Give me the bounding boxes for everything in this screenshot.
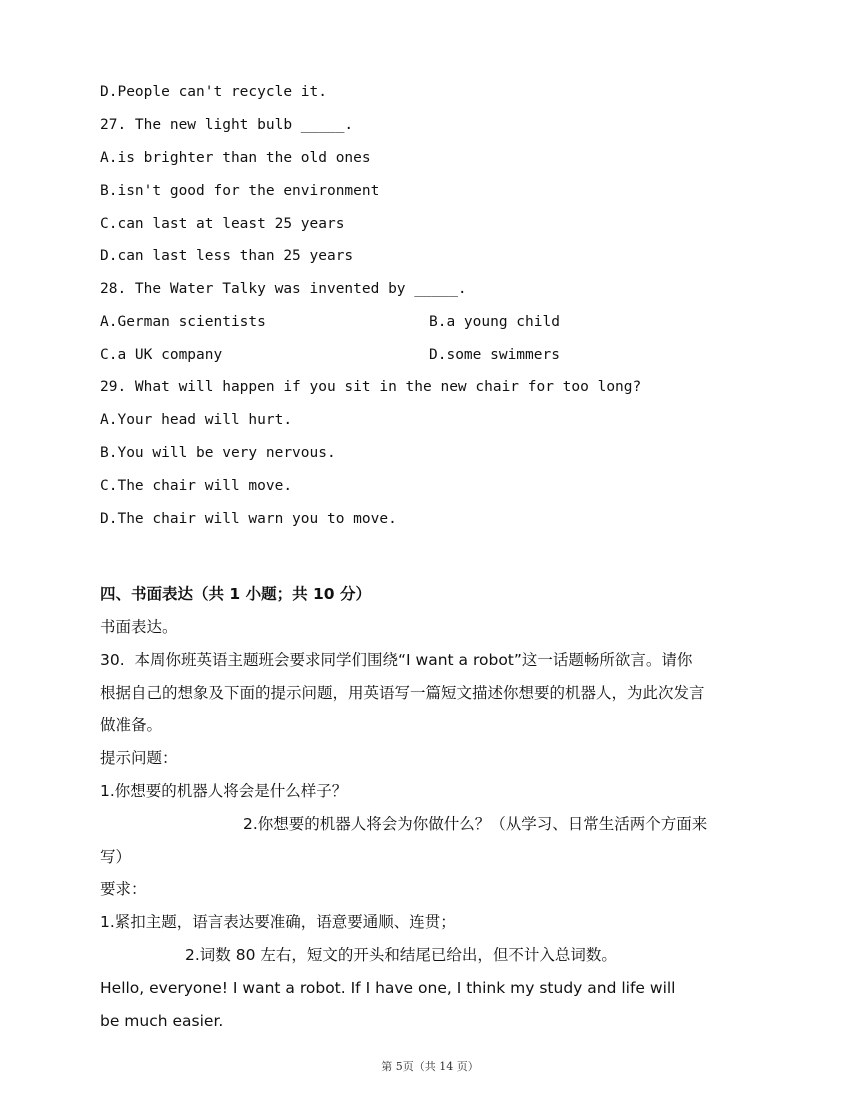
hints-label: 提示问题： xyxy=(100,749,178,767)
requirement-2: 2.词数 80 左右，短文的开头和结尾已给出，但不计入总词数。 xyxy=(185,946,617,964)
requirement-1: 1.紧扣主题，语言表达要准确，语意要通顺、连贯； xyxy=(100,913,456,931)
hint-2-line-2: 写） xyxy=(100,848,132,866)
q30-prompt-line-1: 30. 本周你班英语主题班会要求同学们围绕“I want a robot”这一话题畅所欲言。请你 xyxy=(100,651,693,669)
q27-option-c: C.can last at least 25 years xyxy=(100,216,345,232)
section-4-subheading: 书面表达。 xyxy=(100,618,178,636)
q30-prompt-line-3: 做准备。 xyxy=(100,716,163,734)
q28-option-a: A.German scientists xyxy=(100,314,266,330)
q29-option-a: A.Your head will hurt. xyxy=(100,412,293,428)
essay-opening-line-1: Hello, everyone! I want a robot. If I have one, I think my study and life will xyxy=(100,979,676,997)
q26-option-d: D.People can't recycle it. xyxy=(100,84,327,100)
essay-opening-line-2: be much easier. xyxy=(100,1012,224,1030)
section-4-heading: 四、书面表达（共 1 小题；共 10 分） xyxy=(100,585,371,603)
q29-option-c: C.The chair will move. xyxy=(100,478,293,494)
q28-option-d: D.some swimmers xyxy=(429,347,560,363)
requirements-label: 要求： xyxy=(100,880,147,898)
q27-option-a: A.is brighter than the old ones xyxy=(100,150,371,166)
q27-option-b: B.isn't good for the environment xyxy=(100,183,380,199)
q28-option-b: B.a young child xyxy=(429,314,560,330)
q29-option-b: B.You will be very nervous. xyxy=(100,445,336,461)
q29-option-d: D.The chair will warn you to move. xyxy=(100,511,397,527)
hint-2-line-1: 2.你想要的机器人将会为你做什么？（从学习、日常生活两个方面来 xyxy=(243,815,708,833)
q29-stem: 29. What will happen if you sit in the new chair for too long? xyxy=(100,379,642,395)
q27-stem: 27. The new light bulb _____. xyxy=(100,117,354,133)
q28-stem: 28. The Water Talky was invented by _____. xyxy=(100,281,467,297)
page-number-footer: 第 5页（共 14 页） xyxy=(381,1060,479,1073)
q28-option-c: C.a UK company xyxy=(100,347,223,363)
q27-option-d: D.can last less than 25 years xyxy=(100,248,354,264)
hint-1: 1.你想要的机器人将会是什么样子？ xyxy=(100,782,348,800)
q30-prompt-line-2: 根据自己的想象及下面的提示问题，用英语写一篇短文描述你想要的机器人，为此次发言 xyxy=(100,684,705,702)
